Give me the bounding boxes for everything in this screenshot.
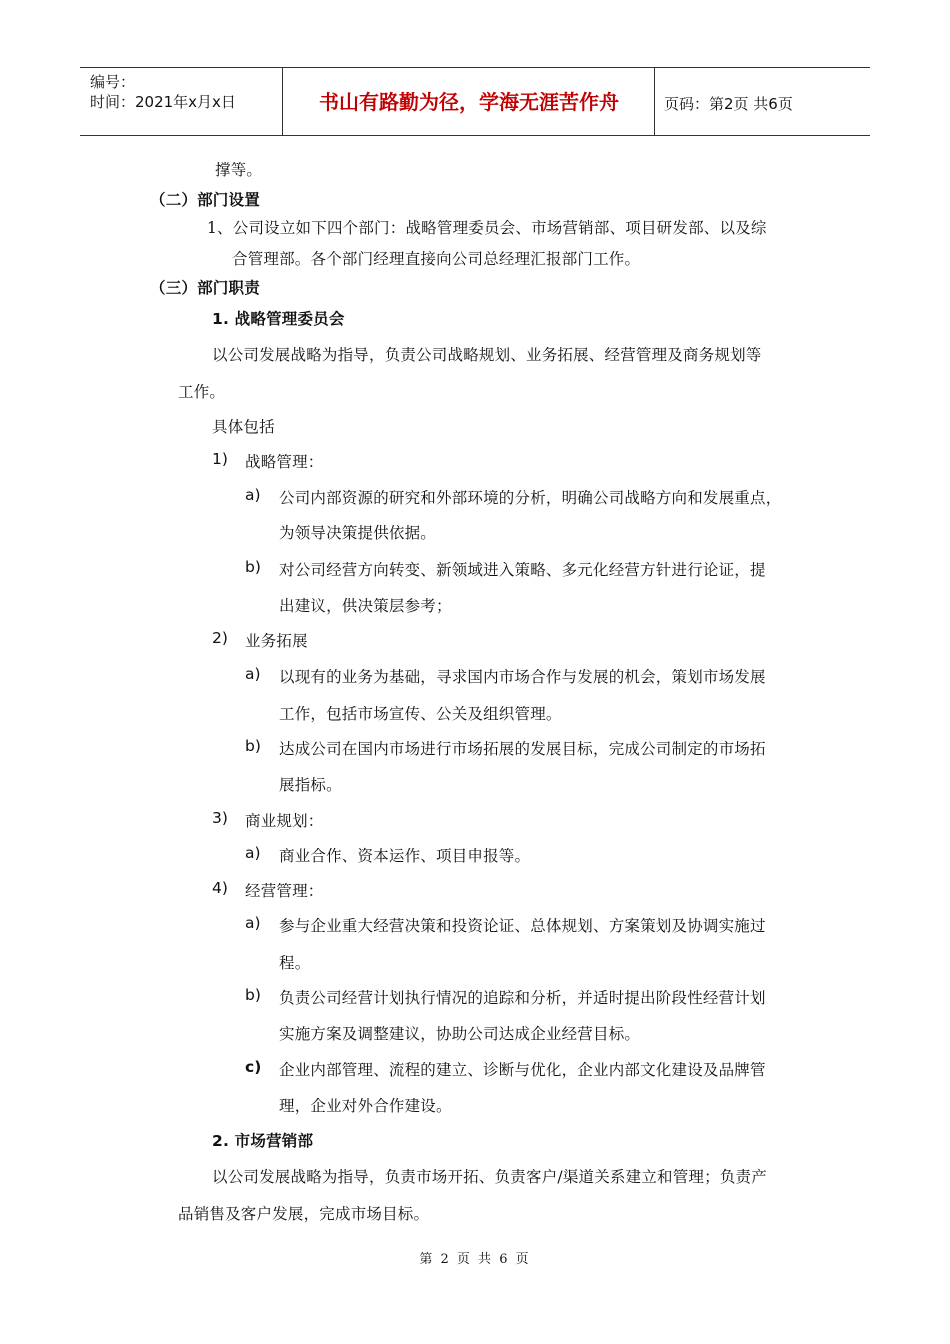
list-item: 程。 bbox=[279, 954, 311, 972]
list-item: 参与企业重大经营决策和投资论证、总体规划、方案策划及协调实施过 bbox=[279, 917, 766, 935]
header-top-rule bbox=[80, 67, 870, 68]
list-item: 公司内部资源的研究和外部环境的分析，明确公司战略方向和发展重点， bbox=[279, 489, 782, 507]
header-page-info: 页码：第2页 共6页 bbox=[664, 95, 793, 113]
list-marker: c) bbox=[245, 1058, 262, 1076]
header-motto: 书山有路勤为径，学海无涯苦作舟 bbox=[319, 90, 619, 114]
list-item: 战略管理： bbox=[245, 453, 324, 471]
list-item: 实施方案及调整建议，协助公司达成企业经营目标。 bbox=[279, 1025, 641, 1043]
body-line: 合管理部。各个部门经理直接向公司总经理汇报部门工作。 bbox=[232, 250, 641, 268]
list-item: 为领导决策提供依据。 bbox=[279, 524, 437, 542]
body-line: 工作。 bbox=[178, 383, 226, 401]
list-item: 负责公司经营计划执行情况的追踪和分析，并适时提出阶段性经营计划 bbox=[279, 989, 766, 1007]
list-item: 商业合作、资本运作、项目申报等。 bbox=[279, 847, 531, 865]
list-marker: 3) bbox=[212, 809, 228, 827]
list-item: 展指标。 bbox=[279, 776, 342, 794]
list-marker: a) bbox=[245, 486, 261, 504]
header-divider-right bbox=[654, 67, 655, 136]
list-item: 工作，包括市场宣传、公关及组织管理。 bbox=[279, 705, 562, 723]
list-marker: b) bbox=[245, 737, 261, 755]
header-number-label: 编号： bbox=[90, 73, 136, 91]
department-heading: 2. 市场营销部 bbox=[212, 1132, 314, 1150]
list-marker: 2) bbox=[212, 629, 228, 647]
list-item: 企业内部管理、流程的建立、诊断与优化，企业内部文化建设及品牌管 bbox=[279, 1061, 766, 1079]
page-header bbox=[80, 67, 870, 136]
list-marker: 1) bbox=[212, 450, 228, 468]
department-heading: 1. 战略管理委员会 bbox=[212, 310, 345, 328]
list-item: 达成公司在国内市场进行市场拓展的发展目标，完成公司制定的市场拓 bbox=[279, 740, 766, 758]
header-bottom-rule bbox=[80, 135, 870, 136]
list-marker: a) bbox=[245, 844, 261, 862]
body-line: 品销售及客户发展，完成市场目标。 bbox=[178, 1205, 430, 1223]
list-item: 经营管理： bbox=[245, 882, 324, 900]
list-item: 对公司经营方向转变、新领域进入策略、多元化经营方针进行论证，提 bbox=[279, 561, 766, 579]
body-line: 撑等。 bbox=[215, 161, 263, 179]
list-item: 出建议，供决策层参考； bbox=[279, 597, 452, 615]
section-heading: （三）部门职责 bbox=[150, 279, 260, 297]
list-item: 商业规划： bbox=[245, 812, 324, 830]
list-marker: a) bbox=[245, 665, 261, 683]
body-line: 1、公司设立如下四个部门：战略管理委员会、市场营销部、项目研发部、以及综 bbox=[207, 219, 767, 237]
list-marker: b) bbox=[245, 986, 261, 1004]
list-marker: 4) bbox=[212, 879, 228, 897]
section-heading: （二）部门设置 bbox=[150, 191, 260, 209]
header-date-label: 时间：2021年x月x日 bbox=[90, 93, 236, 111]
body-line: 以公司发展战略为指导，负责市场开拓、负责客户/渠道关系建立和管理；负责产 bbox=[212, 1168, 767, 1186]
list-item: 以现有的业务为基础，寻求国内市场合作与发展的机会，策划市场发展 bbox=[279, 668, 766, 686]
body-line: 具体包括 bbox=[212, 418, 275, 436]
list-marker: b) bbox=[245, 558, 261, 576]
page-footer: 第 2 页 共 6 页 bbox=[419, 1252, 531, 1267]
list-item: 业务拓展 bbox=[245, 632, 308, 650]
list-item: 理，企业对外合作建设。 bbox=[279, 1097, 452, 1115]
body-line: 以公司发展战略为指导，负责公司战略规划、业务拓展、经营管理及商务规划等 bbox=[212, 346, 762, 364]
list-marker: a) bbox=[245, 914, 261, 932]
header-divider-left bbox=[282, 67, 283, 136]
